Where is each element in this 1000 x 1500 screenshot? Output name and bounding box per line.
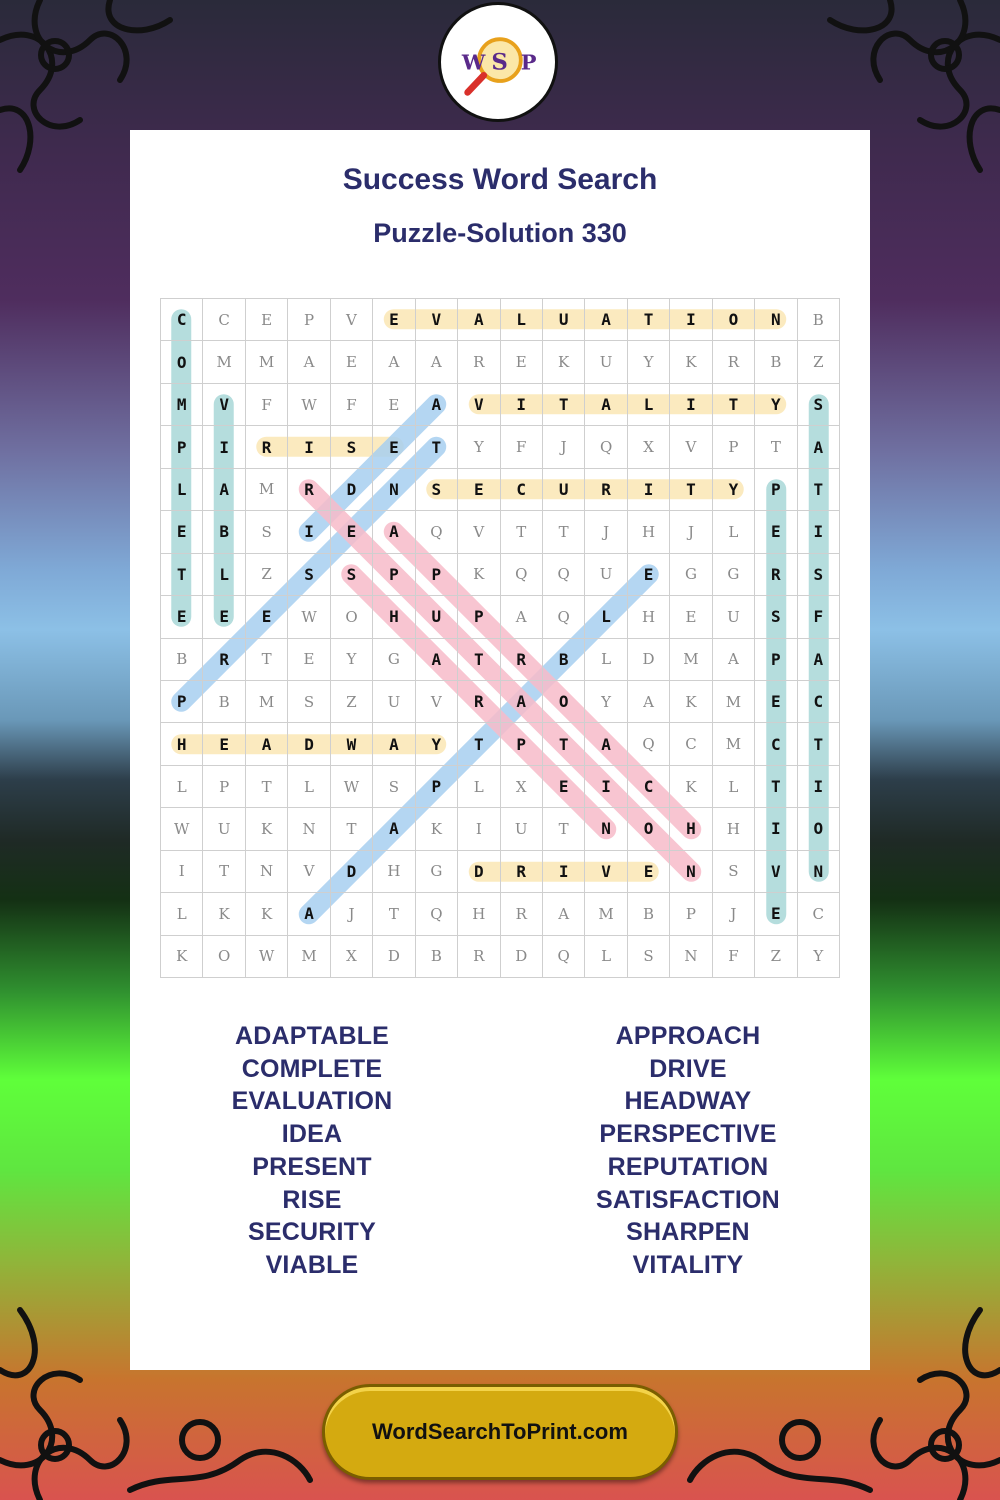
grid-cell[interactable]: V <box>755 851 797 893</box>
grid-cell[interactable]: O <box>203 936 245 978</box>
word-list-item: APPROACH <box>615 1022 761 1050</box>
grid-cell[interactable]: T <box>331 808 373 850</box>
grid-cell[interactable]: S <box>331 554 373 596</box>
grid-cell[interactable]: R <box>458 341 500 383</box>
grid-cell[interactable]: E <box>161 511 203 553</box>
grid-cell[interactable]: S <box>246 511 288 553</box>
word-list-item: SHARPEN <box>626 1218 750 1247</box>
grid-cell[interactable]: S <box>373 766 415 808</box>
grid-cell[interactable]: E <box>458 469 500 511</box>
grid-cell[interactable]: Y <box>713 469 755 511</box>
grid-cell[interactable]: A <box>373 723 415 765</box>
grid-cell[interactable]: D <box>501 936 543 978</box>
grid-cell[interactable]: L <box>713 766 755 808</box>
grid-cell[interactable]: L <box>161 469 203 511</box>
grid-cell[interactable]: J <box>670 511 712 553</box>
grid-cell[interactable]: R <box>501 851 543 893</box>
grid-cell[interactable]: N <box>670 936 712 978</box>
grid-cell[interactable]: S <box>628 936 670 978</box>
grid-cell[interactable]: D <box>458 851 500 893</box>
grid-cell[interactable]: V <box>458 511 500 553</box>
grid-cell[interactable]: K <box>161 936 203 978</box>
grid-cell[interactable]: P <box>416 766 458 808</box>
grid-cell[interactable]: S <box>288 554 330 596</box>
grid-cell[interactable]: B <box>161 639 203 681</box>
grid-cell[interactable]: A <box>543 893 585 935</box>
grid-cell[interactable]: A <box>501 596 543 638</box>
grid-cell[interactable]: T <box>458 639 500 681</box>
grid-cell[interactable]: U <box>713 596 755 638</box>
grid-cell[interactable]: O <box>331 596 373 638</box>
grid-cell[interactable]: U <box>543 469 585 511</box>
grid-cell[interactable]: K <box>458 554 500 596</box>
grid-cell[interactable]: T <box>373 893 415 935</box>
grid-cell[interactable]: T <box>543 808 585 850</box>
grid-cell[interactable]: W <box>288 384 330 426</box>
grid-cell[interactable]: R <box>458 936 500 978</box>
page-subtitle: Puzzle-Solution 330 <box>373 218 627 248</box>
grid-cell[interactable]: N <box>373 469 415 511</box>
grid-cell[interactable]: P <box>755 469 797 511</box>
grid-cell[interactable]: W <box>246 936 288 978</box>
grid-cell[interactable]: M <box>246 681 288 723</box>
site-link-button[interactable] <box>322 1384 678 1480</box>
grid-cell[interactable]: T <box>798 469 840 511</box>
grid-cell[interactable]: J <box>585 511 627 553</box>
grid-cell[interactable]: X <box>331 936 373 978</box>
word-list-item: RISE <box>282 1185 342 1214</box>
grid-cell[interactable]: H <box>458 893 500 935</box>
site-link-label: WordSearchToPrint.com <box>372 1419 628 1444</box>
grid-cell[interactable]: L <box>628 384 670 426</box>
grid-cell[interactable]: V <box>670 426 712 468</box>
grid-cell[interactable]: D <box>288 723 330 765</box>
grid-cell[interactable]: B <box>755 341 797 383</box>
word-list-item: HEADWAY <box>624 1087 752 1116</box>
grid-cell[interactable]: I <box>670 384 712 426</box>
grid-cell[interactable]: K <box>416 808 458 850</box>
grid-cell[interactable]: Z <box>755 936 797 978</box>
grid-cell[interactable]: H <box>628 511 670 553</box>
grid-cell[interactable]: E <box>501 341 543 383</box>
grid-cell[interactable]: T <box>501 511 543 553</box>
grid-cell[interactable]: P <box>161 426 203 468</box>
grid-cell[interactable]: B <box>203 681 245 723</box>
grid-cell[interactable]: E <box>373 299 415 341</box>
grid-cell[interactable]: S <box>288 681 330 723</box>
grid-cell[interactable]: B <box>543 639 585 681</box>
grid-cell[interactable]: T <box>713 384 755 426</box>
grid-cell[interactable]: T <box>246 639 288 681</box>
grid-cell[interactable]: J <box>331 893 373 935</box>
grid-cell[interactable]: D <box>628 639 670 681</box>
grid-cell[interactable]: N <box>585 808 627 850</box>
grid-cell[interactable]: B <box>798 299 840 341</box>
word-list-item: VIABLE <box>265 1250 359 1279</box>
grid-cell[interactable]: I <box>755 808 797 850</box>
grid-cell[interactable]: T <box>543 384 585 426</box>
grid-cell[interactable]: E <box>755 681 797 723</box>
word-list-item: SECURITY <box>247 1218 376 1247</box>
grid-cell[interactable]: Z <box>798 341 840 383</box>
grid-cell[interactable]: F <box>713 936 755 978</box>
grid-cell[interactable]: U <box>416 596 458 638</box>
grid-cell[interactable]: U <box>543 299 585 341</box>
grid-cell[interactable]: H <box>670 808 712 850</box>
grid-cell[interactable]: T <box>161 554 203 596</box>
grid-cell[interactable]: C <box>161 299 203 341</box>
grid-cell[interactable]: A <box>628 681 670 723</box>
grid-cell[interactable]: L <box>501 299 543 341</box>
grid-cell[interactable]: R <box>288 469 330 511</box>
grid-cell[interactable]: E <box>203 596 245 638</box>
grid-cell[interactable]: E <box>755 893 797 935</box>
grid-cell[interactable]: E <box>670 596 712 638</box>
grid-cell[interactable]: P <box>458 596 500 638</box>
grid-cell[interactable]: K <box>670 766 712 808</box>
grid-cell[interactable]: R <box>755 554 797 596</box>
grid-cell[interactable]: R <box>458 681 500 723</box>
grid-cell[interactable]: H <box>373 596 415 638</box>
grid-cell[interactable]: P <box>161 681 203 723</box>
site-logo <box>438 2 558 122</box>
grid-cell[interactable]: L <box>161 766 203 808</box>
grid-cell[interactable]: U <box>585 341 627 383</box>
grid-cell[interactable]: I <box>670 299 712 341</box>
grid-cell[interactable]: N <box>798 851 840 893</box>
word-list-item: ADAPTABLE <box>234 1022 390 1050</box>
logo-letter-w: W <box>461 49 486 75</box>
grid-cell[interactable]: I <box>458 808 500 850</box>
grid-cell[interactable]: D <box>331 851 373 893</box>
grid-cell[interactable]: G <box>713 554 755 596</box>
grid-cell[interactable]: A <box>798 639 840 681</box>
grid-cell[interactable]: E <box>755 511 797 553</box>
grid-cell[interactable]: X <box>501 766 543 808</box>
grid-cell[interactable]: U <box>203 808 245 850</box>
word-search-grid <box>160 298 840 978</box>
grid-cell[interactable]: N <box>670 851 712 893</box>
grid-cell[interactable]: U <box>585 554 627 596</box>
grid-cell[interactable]: E <box>331 341 373 383</box>
grid-cell[interactable]: A <box>585 299 627 341</box>
word-list-item: REPUTATION <box>607 1152 769 1181</box>
grid-cell[interactable]: L <box>585 639 627 681</box>
grid-cell[interactable]: T <box>246 766 288 808</box>
grid-cell[interactable]: K <box>543 341 585 383</box>
grid-cell[interactable]: T <box>755 766 797 808</box>
grid-cell[interactable]: Z <box>331 681 373 723</box>
grid-cell[interactable]: Y <box>331 639 373 681</box>
grid-cell[interactable]: Y <box>416 723 458 765</box>
grid-cell[interactable]: I <box>161 851 203 893</box>
grid-cell[interactable]: A <box>373 808 415 850</box>
grid-cell[interactable]: M <box>713 723 755 765</box>
grid-cell[interactable]: V <box>416 681 458 723</box>
grid-cell[interactable]: Q <box>416 511 458 553</box>
grid-cell[interactable]: A <box>288 341 330 383</box>
grid-cell[interactable]: C <box>628 766 670 808</box>
grid-cell[interactable]: M <box>246 469 288 511</box>
grid-cell[interactable]: R <box>203 639 245 681</box>
grid-cell[interactable]: R <box>713 341 755 383</box>
grid-cell[interactable]: A <box>713 639 755 681</box>
grid-cell[interactable]: E <box>628 851 670 893</box>
grid-cell[interactable]: A <box>203 469 245 511</box>
word-list-item: SATISFACTION <box>596 1185 780 1214</box>
grid-cell[interactable]: R <box>246 426 288 468</box>
grid-cell[interactable]: R <box>501 893 543 935</box>
grid-cell[interactable]: E <box>373 384 415 426</box>
grid-cell[interactable]: R <box>501 639 543 681</box>
grid-cell[interactable]: T <box>798 723 840 765</box>
grid-cell[interactable]: N <box>288 808 330 850</box>
grid-cell[interactable]: H <box>373 851 415 893</box>
grid-cell[interactable]: K <box>203 893 245 935</box>
grid-cell[interactable]: S <box>798 384 840 426</box>
word-list-item: PRESENT <box>252 1152 372 1181</box>
grid-cell[interactable]: V <box>585 851 627 893</box>
grid-cell[interactable]: F <box>331 384 373 426</box>
word-list-item: EVALUATION <box>231 1087 393 1116</box>
grid-cell[interactable]: E <box>246 299 288 341</box>
grid-cell[interactable]: A <box>373 341 415 383</box>
grid-cell[interactable]: P <box>501 723 543 765</box>
grid-cell[interactable]: P <box>713 426 755 468</box>
grid-cell[interactable]: B <box>628 893 670 935</box>
grid-cell[interactable]: G <box>416 851 458 893</box>
grid-cell[interactable]: S <box>798 554 840 596</box>
grid-cell[interactable]: P <box>203 766 245 808</box>
grid-cell[interactable]: C <box>798 893 840 935</box>
grid-cell[interactable]: L <box>713 511 755 553</box>
grid-cell[interactable]: C <box>203 299 245 341</box>
grid-cell[interactable]: W <box>161 808 203 850</box>
grid-cell[interactable]: Q <box>543 936 585 978</box>
grid-cell[interactable]: P <box>416 554 458 596</box>
grid-cell[interactable]: H <box>713 808 755 850</box>
grid-cell[interactable]: I <box>798 511 840 553</box>
grid-cell[interactable]: T <box>543 723 585 765</box>
grid-cell[interactable]: K <box>670 341 712 383</box>
grid-cell[interactable]: C <box>755 723 797 765</box>
grid-cell[interactable]: T <box>670 469 712 511</box>
grid-cell[interactable]: D <box>373 936 415 978</box>
grid-cell[interactable]: Y <box>628 341 670 383</box>
grid-cell[interactable]: T <box>203 851 245 893</box>
grid-cell[interactable]: I <box>501 384 543 426</box>
grid-cell[interactable]: Q <box>628 723 670 765</box>
grid-cell[interactable]: Z <box>246 554 288 596</box>
grid-cell[interactable]: I <box>585 766 627 808</box>
grid-cell[interactable]: A <box>501 681 543 723</box>
magnifier-handle-icon <box>468 75 484 92</box>
grid-cell[interactable]: E <box>543 766 585 808</box>
word-list-item: COMPLETE <box>241 1054 383 1083</box>
grid-cell[interactable]: L <box>161 893 203 935</box>
grid-cell[interactable]: Q <box>585 426 627 468</box>
grid-cell[interactable]: F <box>798 596 840 638</box>
grid-cell[interactable]: M <box>585 893 627 935</box>
grid-cell[interactable]: F <box>246 384 288 426</box>
grid-cell[interactable]: J <box>543 426 585 468</box>
grid-cell[interactable]: A <box>246 723 288 765</box>
logo-letter-s: S <box>491 49 508 76</box>
grid-cell[interactable]: L <box>203 554 245 596</box>
grid-cell[interactable]: I <box>203 426 245 468</box>
grid-cell[interactable]: S <box>713 851 755 893</box>
grid-cell[interactable]: V <box>288 851 330 893</box>
grid-cell[interactable]: C <box>501 469 543 511</box>
grid-cell[interactable]: H <box>628 596 670 638</box>
grid-cell[interactable]: I <box>288 426 330 468</box>
grid-cell[interactable]: U <box>501 808 543 850</box>
grid-cell[interactable]: S <box>755 596 797 638</box>
grid-cell[interactable]: E <box>161 596 203 638</box>
grid-cell[interactable]: K <box>246 808 288 850</box>
grid-cell[interactable]: B <box>416 936 458 978</box>
grid-cell[interactable]: Y <box>755 384 797 426</box>
grid-cell[interactable]: Q <box>501 554 543 596</box>
grid-cell[interactable]: P <box>288 299 330 341</box>
grid-cell[interactable]: W <box>288 596 330 638</box>
grid-cell[interactable]: K <box>670 681 712 723</box>
grid-cell[interactable]: T <box>543 511 585 553</box>
grid-cell[interactable]: I <box>543 851 585 893</box>
grid-cell[interactable]: A <box>416 384 458 426</box>
grid-cell[interactable]: X <box>628 426 670 468</box>
grid-cell[interactable]: V <box>458 384 500 426</box>
grid-cell[interactable]: A <box>373 511 415 553</box>
grid-cell[interactable]: T <box>755 426 797 468</box>
grid-cell[interactable]: A <box>416 639 458 681</box>
word-list-right <box>498 1020 878 1282</box>
grid-cell[interactable]: A <box>288 893 330 935</box>
grid-cell[interactable]: V <box>416 299 458 341</box>
word-list-item: IDEA <box>281 1120 343 1149</box>
grid-cell[interactable]: Y <box>798 936 840 978</box>
grid-cell[interactable]: V <box>203 384 245 426</box>
grid-cell[interactable]: G <box>373 639 415 681</box>
grid-cell[interactable]: W <box>331 766 373 808</box>
grid-cell[interactable]: M <box>161 384 203 426</box>
grid-cell[interactable]: H <box>161 723 203 765</box>
grid-cell[interactable]: M <box>288 936 330 978</box>
grid-cell[interactable]: S <box>331 426 373 468</box>
grid-cell[interactable]: K <box>246 893 288 935</box>
grid-cell[interactable]: D <box>331 469 373 511</box>
logo-letter-p: P <box>520 49 537 75</box>
grid-cell[interactable]: Y <box>585 681 627 723</box>
grid-cell[interactable]: L <box>585 596 627 638</box>
grid-cell[interactable]: U <box>373 681 415 723</box>
grid-cell[interactable]: L <box>288 766 330 808</box>
grid-cell[interactable]: Q <box>416 893 458 935</box>
grid-cell[interactable]: M <box>670 639 712 681</box>
grid-cell[interactable]: R <box>585 469 627 511</box>
grid-cell[interactable]: A <box>416 341 458 383</box>
grid-cell[interactable]: O <box>543 681 585 723</box>
grid-cell[interactable]: A <box>458 299 500 341</box>
grid-cell[interactable]: N <box>246 851 288 893</box>
grid-cell[interactable]: Q <box>543 596 585 638</box>
grid-cell[interactable]: I <box>288 511 330 553</box>
grid-cell[interactable]: I <box>628 469 670 511</box>
grid-cell[interactable]: N <box>755 299 797 341</box>
word-list-item: DRIVE <box>649 1054 727 1083</box>
grid-cell[interactable]: F <box>501 426 543 468</box>
grid-cell[interactable]: M <box>246 341 288 383</box>
grid-cell[interactable]: J <box>713 893 755 935</box>
grid-cell[interactable]: O <box>628 808 670 850</box>
grid-cell[interactable]: P <box>373 554 415 596</box>
page-title: Success Word Search <box>342 163 658 196</box>
grid-cell[interactable]: O <box>713 299 755 341</box>
grid-cell[interactable]: S <box>416 469 458 511</box>
grid-cell[interactable]: M <box>713 681 755 723</box>
grid-cell[interactable]: E <box>246 596 288 638</box>
grid-cell[interactable]: W <box>331 723 373 765</box>
grid-cell[interactable]: B <box>203 511 245 553</box>
grid-cell[interactable]: T <box>416 426 458 468</box>
grid-cell[interactable]: I <box>798 766 840 808</box>
grid-cell[interactable]: O <box>798 808 840 850</box>
word-list-left <box>122 1020 502 1282</box>
word-list-item: VITALITY <box>632 1250 744 1279</box>
grid-cell[interactable]: G <box>670 554 712 596</box>
grid-cell[interactable]: E <box>331 511 373 553</box>
grid-cell[interactable]: P <box>670 893 712 935</box>
grid-cell[interactable]: L <box>458 766 500 808</box>
word-list-item: PERSPECTIVE <box>599 1120 777 1149</box>
grid-cell[interactable]: Y <box>458 426 500 468</box>
grid-cell[interactable]: M <box>203 341 245 383</box>
grid-cell[interactable]: E <box>203 723 245 765</box>
grid-cell[interactable]: E <box>628 554 670 596</box>
grid-cell[interactable]: T <box>628 299 670 341</box>
grid-cell[interactable]: A <box>798 426 840 468</box>
grid-cell[interactable]: L <box>585 936 627 978</box>
grid-cell[interactable]: V <box>331 299 373 341</box>
grid-cell[interactable]: O <box>161 341 203 383</box>
grid-cell[interactable]: C <box>670 723 712 765</box>
grid-cell[interactable]: Q <box>543 554 585 596</box>
grid-cell[interactable]: E <box>288 639 330 681</box>
grid-cell[interactable]: C <box>798 681 840 723</box>
grid-cell[interactable]: A <box>585 723 627 765</box>
grid-cell[interactable]: A <box>585 384 627 426</box>
grid-cell[interactable]: T <box>458 723 500 765</box>
grid-cell[interactable]: P <box>755 639 797 681</box>
grid-cell[interactable]: E <box>373 426 415 468</box>
